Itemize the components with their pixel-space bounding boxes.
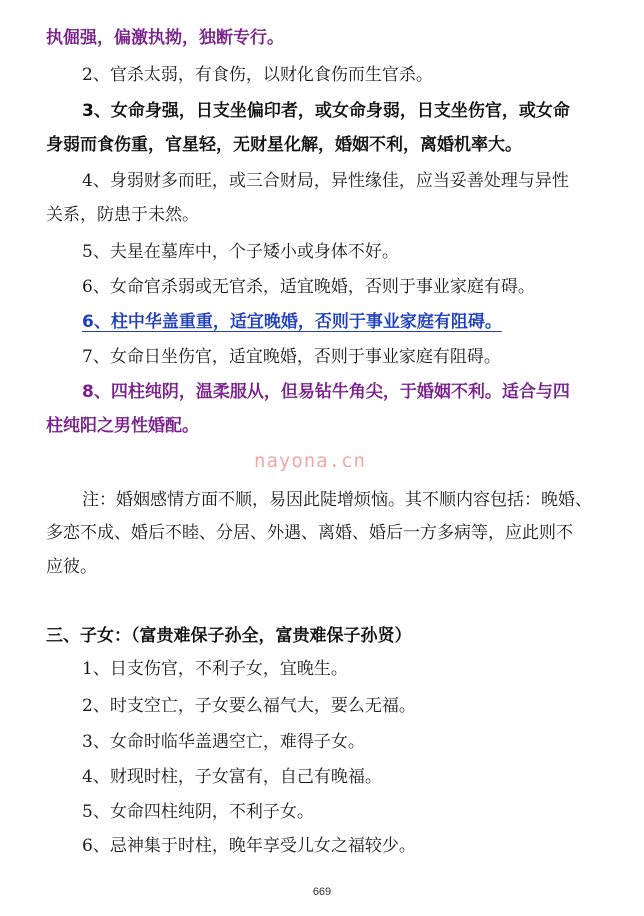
text-line: 4、财现时柱，子女富有，自己有晚福。 — [82, 767, 382, 787]
text-line: 5、女命四柱纯阴，不利子女。 — [82, 802, 314, 822]
text-line: 7、女命日坐伤官，适宜晚婚，否则于事业家庭有阻碍。 — [82, 347, 501, 367]
text-line: 应彼。 — [46, 557, 97, 577]
text-line: 柱纯阳之男性婚配。 — [46, 416, 199, 436]
section-heading: 三、子女：（富贵难保子孙全，富贵难保子孙贤） — [46, 626, 412, 646]
text-line: 多恋不成、婚后不睦、分居、外遇、离婚、婚后一方多病等，应此则不 — [46, 523, 573, 543]
text-line: 5、夫星在墓库中，个子矮小或身体不好。 — [82, 242, 399, 262]
text-line: 1、日支伤官，不利子女，宜晚生。 — [82, 659, 348, 679]
text-line: 4、身弱财多而旺，或三合财局，异性缘佳，应当妥善处理与异性 — [82, 171, 569, 191]
text-line: 3、女命时临华盖遇空亡，难得子女。 — [82, 732, 365, 752]
text-line: 6、女命官杀弱或无官杀，适宜晚婚，否则于事业家庭有碍。 — [82, 277, 535, 297]
text-line: 3、女命身强，日支坐偏印者，或女命身弱，日支坐伤官，或女命 — [82, 101, 570, 121]
text-line: 2、时支空亡，子女要么福气大，要么无福。 — [82, 696, 416, 716]
page-number: 669 — [312, 886, 332, 898]
watermark: nayona.cn — [254, 450, 366, 472]
text-line: 身弱而食伤重，官星轻，无财星化解，婚姻不利，离婚机率大。 — [46, 135, 522, 155]
text-line: 2、官杀太弱，有食伤，以财化食伤而生官杀。 — [82, 65, 433, 85]
text-line: 6、忌神集于时柱，晚年享受儿女之福较少。 — [82, 836, 416, 856]
text-line: 8、四柱纯阴，温柔服从，但易钻牛角尖，于婚姻不利。适合与四 — [82, 382, 570, 402]
text-line: 关系，防患于未然。 — [46, 205, 199, 225]
text-line: 6、柱中华盖重重，适宜晚婚，否则于事业家庭有阻碍。 — [82, 312, 502, 332]
text-line: 执倔强，偏激执拗，独断专行。 — [46, 28, 284, 48]
text-line: 注：婚姻感情方面不顺，易因此陡增烦恼。其不顺内容包括：晚婚、 — [82, 490, 592, 510]
